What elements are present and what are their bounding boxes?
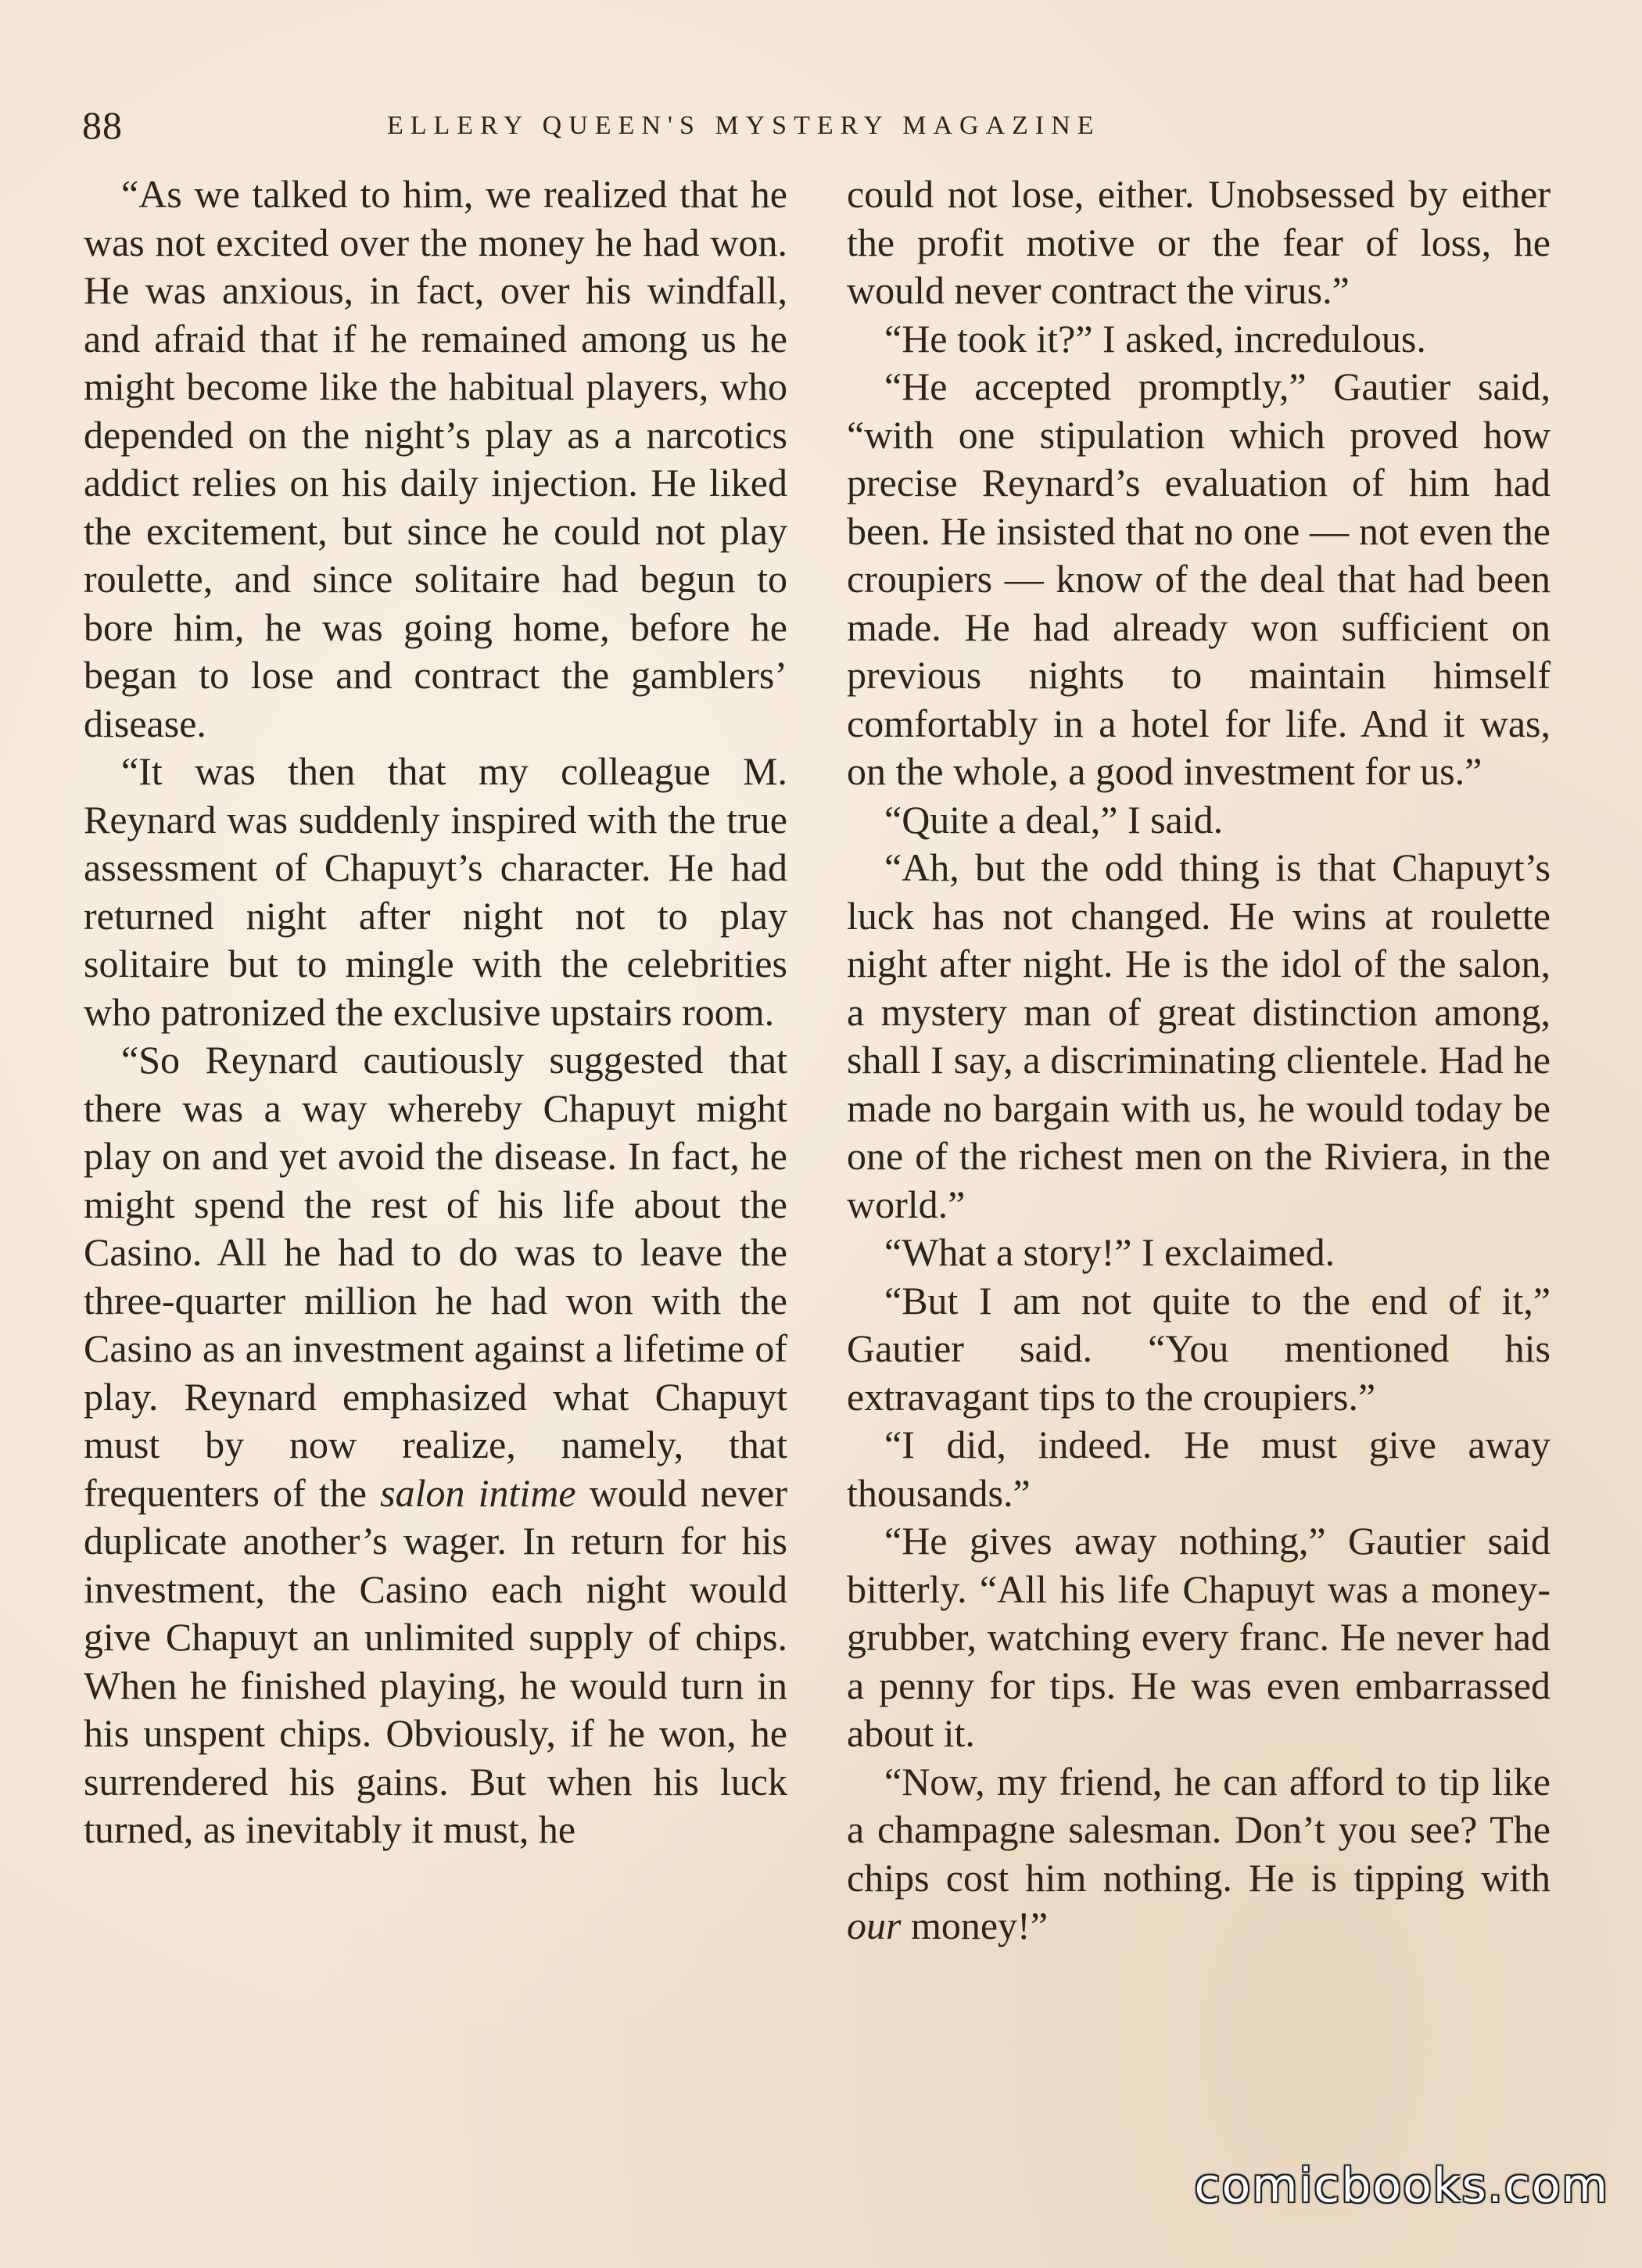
paragraph-text: “So Reynard cautiously suggested that there was a way whereby Chapuyt might play on and yet avoid the disease. In fact, he might spend the rest of his life about the Casino. All he had to do was to leave the three-quarter million he had won with the Casino as an investment against a lifetime of play. Reynard emphasized what Chapuyt must by now realize, namely, that frequenters of the [84,1038,787,1515]
paragraph-continued: could not lose, either. Unobsessed by either the profit motive or the fear of loss, he would never contract the virus.” [847,172,1551,312]
running-title: ELLERY QUEEN'S MYSTERY MAGAZINE [387,111,1101,140]
paragraph [84,1036,787,1854]
paragraph-text: would never duplicate another’s wager. In return for his investment, the Casino each night would give Chapuyt an unlimited supply of chips. When he finished playing, he would turn in his unspent chips. Obviously, if he won, he surrendered his gains. But when his luck turned, as inevitably it must, he [84,1470,787,1851]
left-column [84,170,787,1854]
paragraph: “But I am not quite to the end of it,” Gautier said. “You mentioned his extravagant tips to the croupiers.” [847,1278,1551,1419]
paragraph: “Quite a deal,” I said. [884,797,1224,842]
paragraph: “He accepted promptly,” Gautier said, “with one stipulation which proved how precise Reynard’s evaluation of him had been. He insisted that no one — not even the croupiers — know of the deal that had been made. He had already won sufficient on previous nights to maintain himself comfortably in a hotel for life. And it was, on the whole, a good investment for us.” [847,364,1551,793]
right-column [847,170,1551,1950]
paragraph: “Ah, but the odd thing is that Chapuyt’s luck has not changed. He wins at roulette night after night. He is the idol of the salon, a mystery man of great distinction among, shall I say, a discriminating clientele. Had he made no bargain with us, he would today be one of the richest men on the Riviera, in the world.” [847,845,1551,1226]
page-number: 88 [82,103,123,147]
paragraph [847,1758,1551,1950]
paragraph-text: “Now, my friend, he can afford to tip like a champagne salesman. Don’t you see? The chips cost him nothing. He is tipping with [847,1759,1551,1900]
paragraph: “It was then that my colleague M. Reynard was suddenly inspired with the true assessment of Chapuyt’s character. He had returned night after night not to play solitaire but to mingle with the celebrities who patronized the exclusive upstairs room. [84,749,787,1034]
paragraph-text: money!” [901,1904,1048,1947]
paragraph: “He took it?” I asked, incredulous. [884,316,1426,361]
italic-text: salon intime [380,1470,576,1515]
site-watermark: comicbooks.com [1194,2159,1609,2213]
paragraph: “I did, indeed. He must give away thousands.” [847,1423,1551,1515]
page-header [82,102,1560,149]
paragraph: “As we talked to him, we realized that he was not excited over the money he had won. He was anxious, in fact, over his windfall, and afraid that if he remained among us he might become like the habitual players, who depended on the night’s play as a narcotics addict relies on his daily injection. He liked the excitement, but since he could not play roulette, and since solitaire had begun to bore him, he was going home, before he began to lose and contract the gamblers’ disease. [84,172,787,745]
italic-text: our [847,1904,902,1947]
paragraph: “What a story!” I exclaimed. [884,1230,1335,1274]
paragraph: “He gives away nothing,” Gautier said bitterly. “All his life Chapuyt was a money-grubber, watching every franc. He never had a penny for tips. He was even embarrassed about it. [847,1519,1551,1755]
